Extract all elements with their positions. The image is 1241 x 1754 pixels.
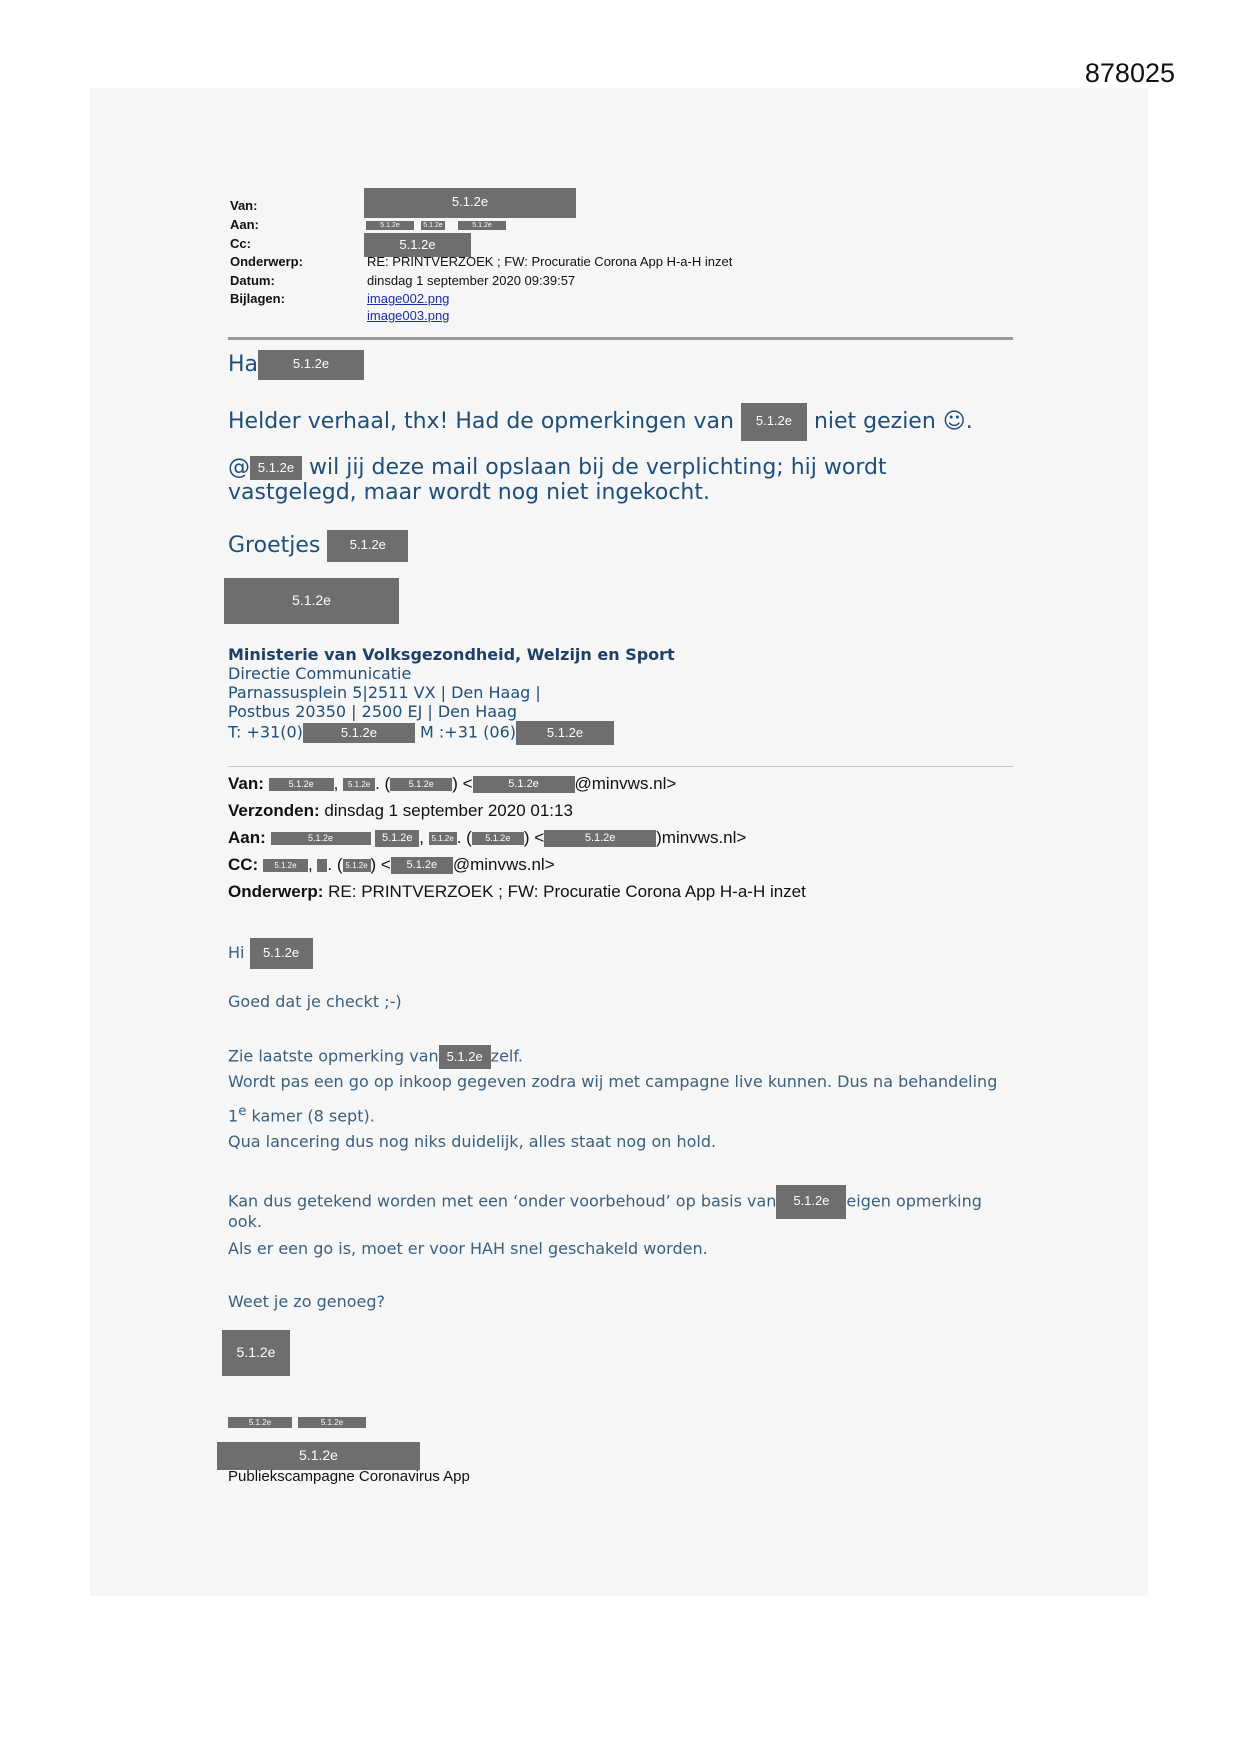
onderwerp-label: Onderwerp:: [230, 254, 303, 269]
redaction-box: 5.1.2e: [258, 350, 364, 380]
redaction-box: 5.1.2e: [458, 221, 506, 230]
redaction-box: 5.1.2e: [776, 1185, 846, 1219]
redaction-box: 5.1.2e: [364, 188, 576, 218]
redaction-box: 5.1.2e: [343, 859, 371, 872]
fwd-verzonden: [228, 801, 573, 821]
fwd-aan: Aan: 5.1.2e 5.1.2e , 5.1.2e . ( 5.1.2e ) < 5.1.2e )minvws.nl>: [228, 828, 747, 847]
paragraph: Wordt pas een go op inkoop gegeven zodra wij met campagne live kunnen. Dus na behandeling: [228, 1072, 998, 1091]
redaction-box: 5.1.2e: [741, 403, 807, 441]
date: dinsdag 1 september 2020 09:39:57: [367, 273, 576, 288]
header-divider: [228, 337, 1013, 340]
redaction-box: 5.1.2e: [472, 832, 524, 845]
redaction-box: 5.1.2e: [375, 830, 419, 847]
phone-prefix: T: +31(0): [228, 722, 303, 742]
reply-line: vastgelegd, maar wordt nog niet ingekocht.: [228, 480, 710, 505]
redaction-box: 5.1.2e: [366, 221, 414, 230]
signature: [228, 645, 675, 745]
redaction-box: 5.1.2e: [222, 1330, 290, 1376]
redaction-box: 5.1.2e: [364, 233, 471, 257]
paragraph: [228, 1045, 523, 1069]
fwd-greeting: [228, 938, 313, 969]
redaction-box: 5.1.2e: [544, 830, 656, 847]
van-label: Van:: [230, 198, 258, 213]
paragraph-text: Kan dus getekend worden met een ‘onder voorbehoud’ op basis van: [228, 1191, 777, 1211]
bijlagen-label: Bijlagen:: [230, 291, 285, 306]
ordinal-superscript: e: [238, 1104, 247, 1119]
redaction-box: 5.1.2e: [327, 530, 408, 562]
phone-line: [228, 721, 675, 745]
redaction-box: 5.1.2e: [224, 578, 399, 624]
fwd-van: Van: 5.1.2e , 5.1.2e . ( 5.1.2e ) < 5.1.2e @minvws.nl>: [228, 774, 677, 793]
department: Directie Communicatie: [228, 664, 412, 683]
redaction-box: 5.1.2e: [298, 1417, 366, 1428]
redaction-box: 5.1.2e: [228, 1417, 292, 1428]
fwd-van-domain: @minvws.nl>: [574, 774, 677, 793]
fwd-onderwerp: [228, 882, 806, 902]
paragraph: [228, 1185, 982, 1219]
reply-text: niet gezien ☺.: [813, 409, 973, 434]
redaction-box: 5.1.2e: [516, 721, 614, 745]
fwd-onderwerp-label: Onderwerp:: [228, 882, 324, 901]
paragraph-text: 1: [228, 1106, 239, 1126]
address-line: Parnassusplein 5|2511 VX | Den Haag |: [228, 683, 541, 702]
fwd-verzonden-date: dinsdag 1 september 2020 01:13: [324, 801, 573, 820]
paragraph-text: Zie laatste opmerking van: [228, 1046, 439, 1066]
fwd-aan-label: Aan:: [228, 828, 266, 847]
attachment-link[interactable]: image003.png: [367, 308, 450, 323]
paragraph-text: eigen opmerking: [846, 1191, 982, 1211]
paragraph-text: kamer (8 sept).: [246, 1106, 375, 1126]
mobile-prefix: M :+31 (06): [420, 722, 516, 742]
redaction-box: 5.1.2e: [250, 938, 313, 969]
paragraph: Weet je zo genoeg?: [228, 1292, 385, 1311]
paragraph: Qua lancering dus nog niks duidelijk, alles staat nog on hold.: [228, 1132, 717, 1151]
redaction-box: 5.1.2e: [303, 723, 415, 743]
fwd-aan-domain: )minvws.nl>: [656, 828, 747, 847]
paragraph: ook.: [228, 1212, 262, 1231]
fwd-verzonden-label: Verzonden:: [228, 801, 320, 820]
redaction-box: 5.1.2e: [263, 859, 308, 872]
fwd-cc: CC: 5.1.2e , . ( 5.1.2e ) < 5.1.2e @minvws.nl>: [228, 855, 555, 874]
forward-divider: [228, 766, 1013, 767]
fwd-subject: RE: PRINTVERZOEK ; FW: Procuratie Corona App H-a-H inzet: [328, 882, 806, 901]
redaction-box: 5.1.2e: [421, 221, 445, 230]
fwd-van-label: Van:: [228, 774, 264, 793]
redaction-box: 5.1.2e: [429, 832, 457, 845]
aan-label: Aan:: [230, 217, 259, 232]
subject: RE: PRINTVERZOEK ; FW: Procuratie Corona App H-a-H inzet: [367, 254, 733, 269]
cc-label: Cc:: [230, 236, 251, 251]
redaction-box: 5.1.2e: [217, 1442, 420, 1470]
campaign-name: Publiekscampagne Coronavirus App: [228, 1468, 470, 1485]
redaction-box: 5.1.2e: [250, 456, 302, 480]
reply-text: @: [228, 455, 250, 480]
paragraph-text: zelf.: [490, 1046, 523, 1066]
ministry-name: Ministerie van Volksgezondheid, Welzijn en Sport: [228, 645, 675, 664]
redaction-box: 5.1.2e: [271, 832, 371, 845]
closing-text: Groetjes: [228, 533, 321, 558]
reply-line: [228, 455, 887, 480]
address-line: Postbus 20350 | 2500 EJ | Den Haag: [228, 702, 518, 721]
paragraph: Goed dat je checkt ;-): [228, 992, 402, 1011]
redaction-box: 5.1.2e: [473, 776, 575, 793]
redaction-box: 5.1.2e: [269, 778, 334, 791]
paragraph: Als er een go is, moet er voor HAH snel geschakeld worden.: [228, 1239, 708, 1258]
reply-line: [228, 403, 973, 441]
fwd-greeting-text: Hi: [228, 943, 245, 962]
redaction-box: 5.1.2e: [343, 778, 375, 791]
reply-text: wil jij deze mail opslaan bij de verplichting; hij wordt: [309, 455, 887, 480]
redaction-box: 5.1.2e: [391, 857, 453, 874]
greeting: Ha: [228, 352, 259, 377]
closing: [228, 530, 408, 562]
datum-label: Datum:: [230, 273, 275, 288]
fwd-cc-label: CC:: [228, 855, 259, 874]
reply-text: Helder verhaal, thx! Had de opmerkingen van: [228, 409, 734, 434]
redaction-box: [317, 859, 327, 872]
paragraph: [228, 1104, 375, 1125]
redaction-box: 5.1.2e: [439, 1045, 491, 1069]
attachment-link[interactable]: image002.png: [367, 291, 450, 306]
document-number: 878025: [1084, 58, 1175, 88]
redaction-box: 5.1.2e: [390, 778, 452, 791]
fwd-cc-domain: @minvws.nl>: [452, 855, 555, 874]
